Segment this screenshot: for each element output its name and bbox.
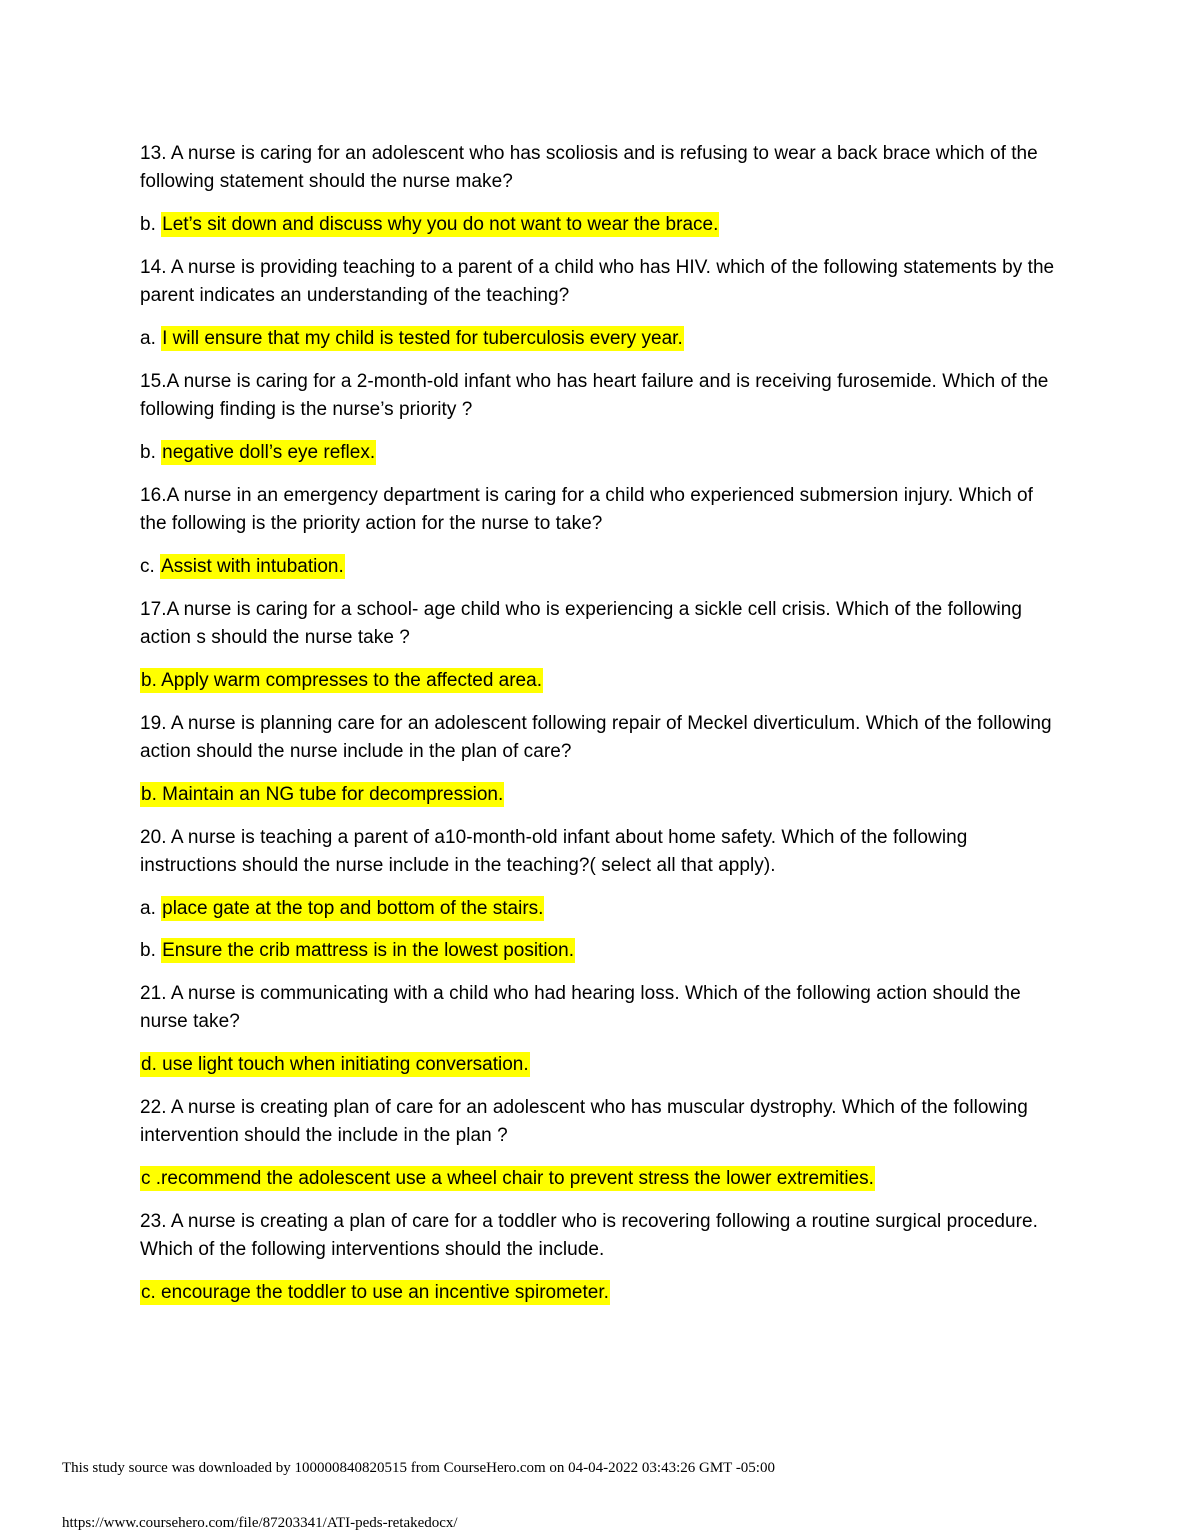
answer-prefix: c. — [140, 556, 161, 577]
highlighted-answer: Assist with intubation. — [161, 556, 344, 577]
answer-23 — [140, 1280, 1060, 1306]
answer-prefix: a. — [140, 328, 162, 349]
answer-21 — [140, 1052, 1060, 1078]
question-13: 13. A nurse is caring for an adolescent who has scoliosis and is refusing to wear a back brace which of the following statement should the nurse make? — [140, 143, 1038, 192]
answer-19 — [140, 782, 1060, 808]
answer-14 — [140, 326, 1060, 352]
question-23: 23. A nurse is creating a plan of care for a toddler who is recovering following a routine surgical procedure. Which of the following interventions should the include. — [140, 1211, 1038, 1260]
highlighted-answer: c. encourage the toddler to use an incentive spirometer. — [141, 1282, 609, 1303]
answer-prefix: b. — [140, 214, 162, 235]
qa-list — [140, 140, 1060, 1322]
answer-17 — [140, 668, 1060, 694]
question-16: 16.A nurse in an emergency department is caring for a child who experienced submersion injury. Which of the following is the priority action for the nurse to take? — [140, 485, 1033, 534]
answer-prefix: a. — [140, 898, 162, 919]
question-22: 22. A nurse is creating plan of care for an adolescent who has muscular dystrophy. Which of the following intervention should the include in the plan ? — [140, 1097, 1028, 1146]
highlighted-answer: d. use light touch when initiating conversation. — [141, 1054, 529, 1075]
answer-20a — [140, 896, 1060, 922]
highlighted-answer: place gate at the top and bottom of the stairs. — [162, 898, 544, 919]
question-14: 14. A nurse is providing teaching to a parent of a child who has HIV. which of the following statements by the parent indicates an understanding of the teaching? — [140, 257, 1055, 306]
question-21: 21. A nurse is communicating with a child who had hearing loss. Which of the following action should the nurse take? — [140, 983, 1021, 1032]
answer-prefix: b. — [140, 442, 162, 463]
answer-13 — [140, 212, 1060, 238]
answer-16 — [140, 554, 1060, 580]
highlighted-answer: b. Apply warm compresses to the affected area. — [141, 670, 542, 691]
highlighted-answer: b. Maintain an NG tube for decompression. — [141, 784, 504, 805]
question-17: 17.A nurse is caring for a school- age child who is experiencing a sickle cell crisis. Which of the following action s should the nurse take ? — [140, 599, 1022, 648]
source-url[interactable]: https://www.coursehero.com/file/87203341/ATI-peds-retakedocx/ — [62, 1515, 458, 1531]
question-20: 20. A nurse is teaching a parent of a10-month-old infant about home safety. Which of the following instructions should the nurse include in the teaching?( select all that apply). — [140, 827, 968, 876]
question-19: 19. A nurse is planning care for an adolescent following repair of Meckel diverticulum. Which of the following action should the nurse include in the plan of care? — [140, 713, 1052, 762]
highlighted-answer: Ensure the crib mattress is in the lowest position. — [162, 940, 574, 961]
answer-prefix: b. — [140, 940, 162, 961]
highlighted-answer: Let’s sit down and discuss why you do not want to wear the brace. — [162, 214, 719, 235]
highlighted-answer: I will ensure that my child is tested for tuberculosis every year. — [162, 328, 683, 349]
answer-15 — [140, 440, 1060, 466]
highlighted-answer: c .recommend the adolescent use a wheel chair to prevent stress the lower extremities. — [141, 1168, 874, 1189]
question-15: 15.A nurse is caring for a 2-month-old infant who has heart failure and is receiving furosemide. Which of the following finding is the nurse’s priority ? — [140, 371, 1049, 420]
answer-22 — [140, 1166, 1060, 1192]
highlighted-answer: negative doll’s eye reflex. — [162, 442, 376, 463]
download-notice: This study source was downloaded by 100000840820515 from CourseHero.com on 04-04-2022 03:43:26 GMT -05:00 — [62, 1460, 775, 1476]
answer-20b — [140, 938, 1060, 964]
